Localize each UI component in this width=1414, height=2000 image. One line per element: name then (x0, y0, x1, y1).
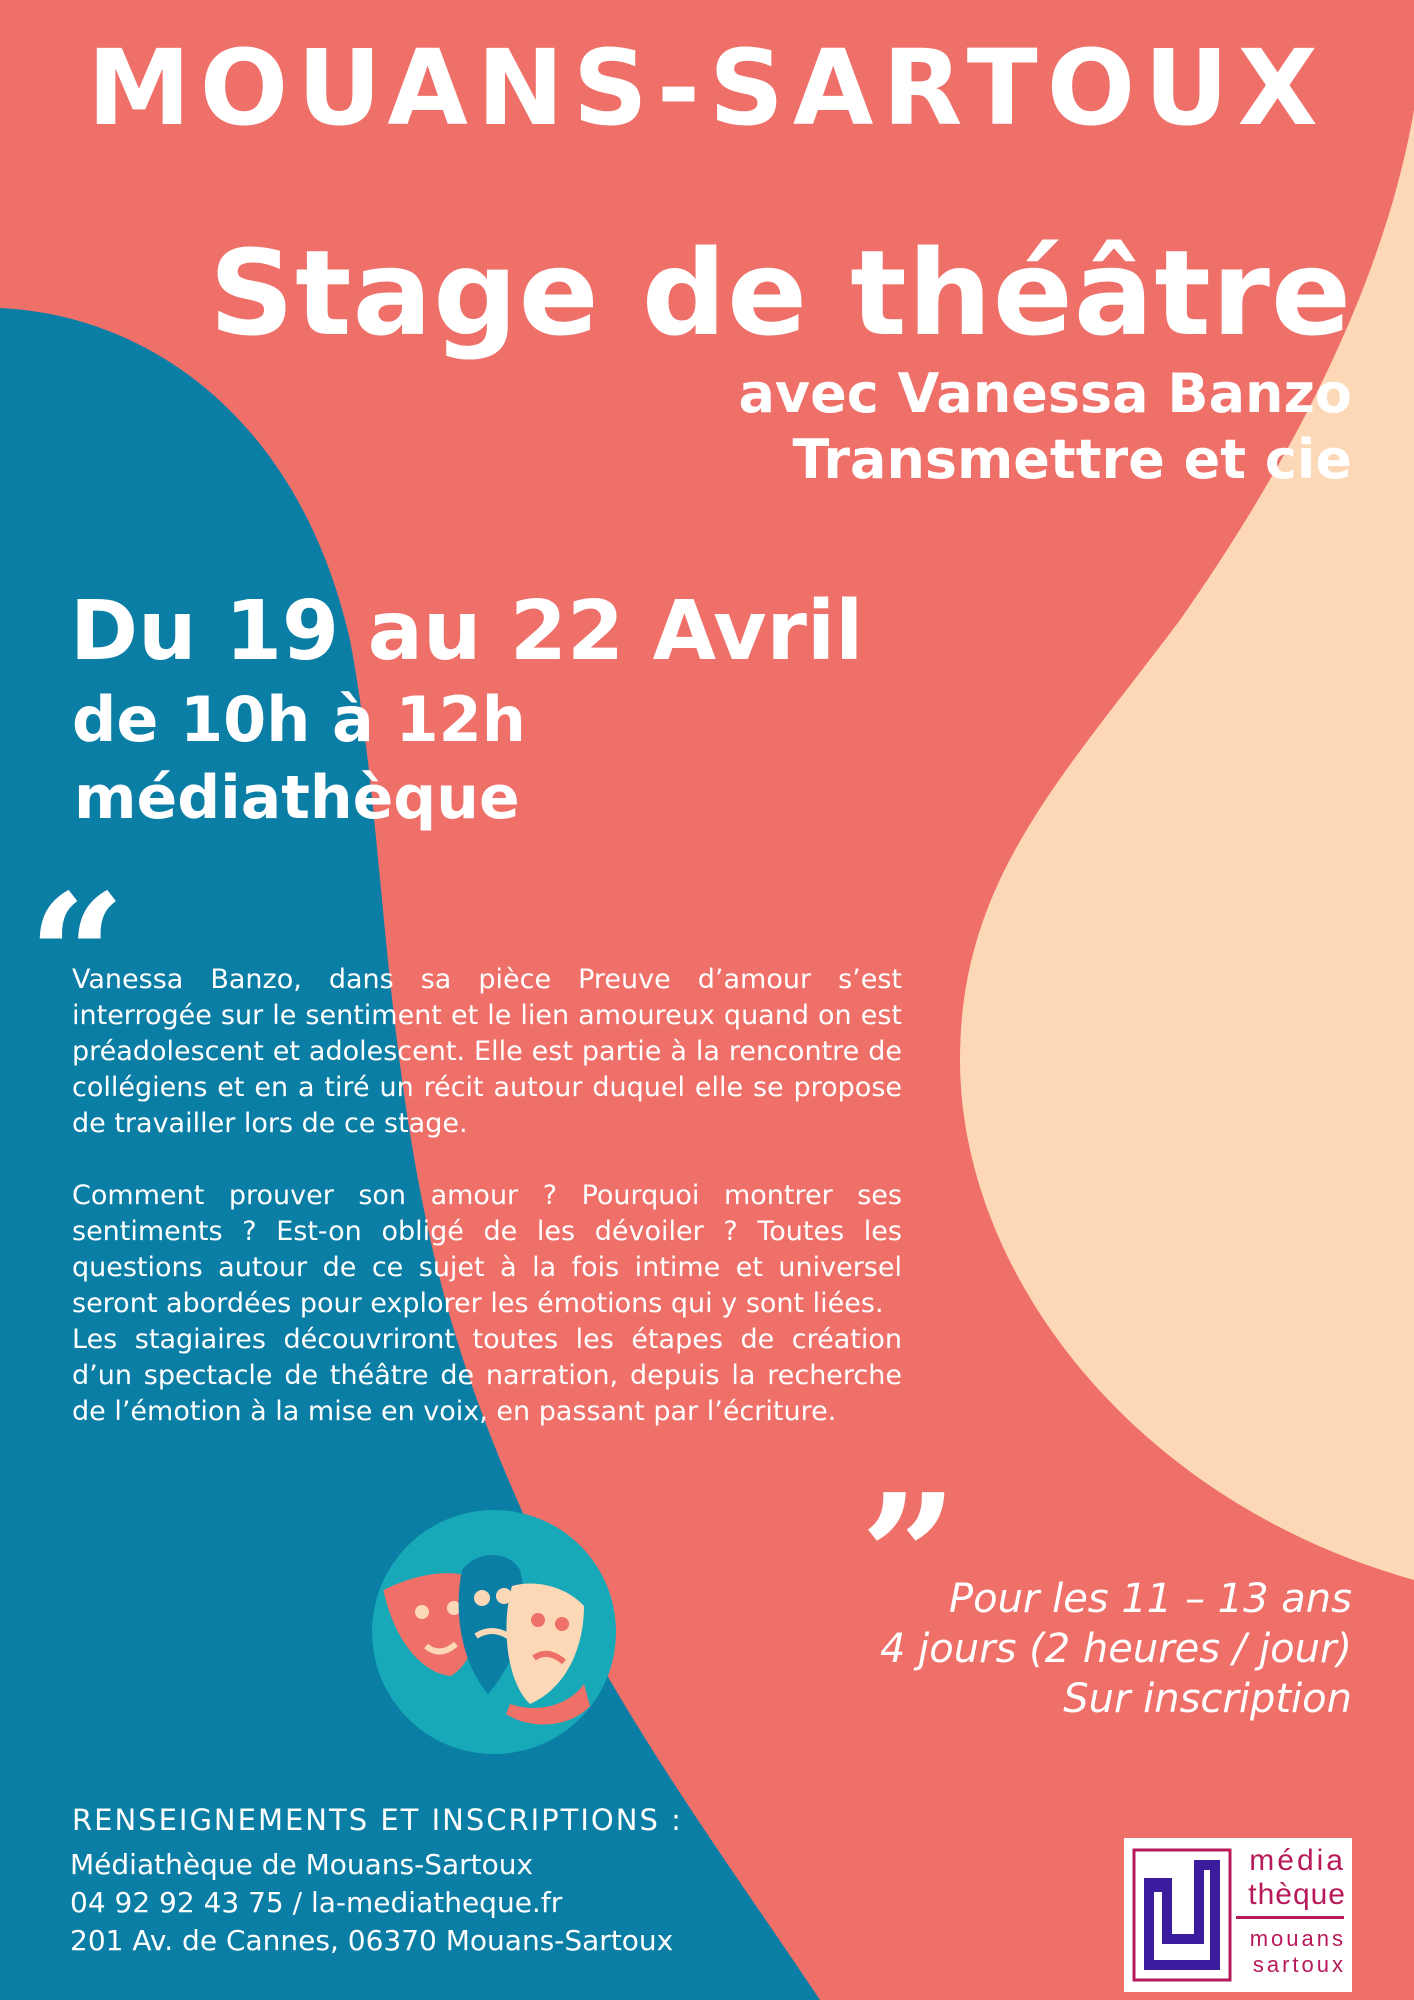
description-paragraph: Les stagiaires découvriront toutes les étapes de création d’un spectacle de théâtre de narration, depuis la recherche de l’émotion à la mise en voix, en passant par l’écriture. (72, 1324, 902, 1427)
close-quote-icon: ” (860, 1457, 958, 1657)
contact-phone-website: 04 92 92 43 75 / la-mediatheque.fr (70, 1886, 563, 1919)
event-location: médiathèque (74, 763, 520, 833)
description-paragraph: Comment prouver son amour ? Pourquoi montrer ses sentiments ? Est-on obligé de les dévoiler ? Toutes les questions autour de ce sujet à la fois intime et universel seront abordées pour explorer les émotions qui y sont liées. (72, 1180, 902, 1319)
description-text (72, 962, 902, 1430)
logo-mark-icon (1132, 1848, 1232, 1982)
mediatheque-logo (1124, 1838, 1352, 1992)
contact-heading: RENSEIGNEMENTS ET INSCRIPTIONS : (72, 1803, 683, 1837)
contact-address: 201 Av. de Cannes, 06370 Mouans-Sartoux (70, 1924, 674, 1957)
logo-text-line3: mouans (1249, 1926, 1346, 1951)
duration: 4 jours (2 heures / jour) (880, 1626, 1352, 1672)
city-name: MOUANS-SARTOUX (87, 27, 1327, 149)
event-subtitle-performer: avec Vanessa Banzo (738, 362, 1352, 425)
age-range: Pour les 11 – 13 ans (948, 1576, 1352, 1622)
logo-text-line4: sartoux (1252, 1952, 1346, 1977)
event-dates: Du 19 au 22 Avril (70, 584, 864, 679)
event-subtitle-company: Transmettre et cie (792, 428, 1352, 491)
logo-text-line2: thèque (1248, 1878, 1346, 1911)
logo-text-line1: média (1249, 1844, 1346, 1877)
contact-name: Médiathèque de Mouans-Sartoux (70, 1848, 534, 1881)
description-paragraph: Vanessa Banzo, dans sa pièce Preuve d’amour s’est interrogée sur le sentiment et le lien amoureux quand on est préadolescent et adolescent. Elle est partie à la rencontre de collégiens et en a tiré un récit autour duquel elle se propose de travailler lors de ce stage. (72, 964, 902, 1139)
event-title: Stage de théâtre (209, 224, 1352, 362)
theater-masks-icon (370, 1508, 618, 1756)
event-hours: de 10h à 12h (72, 683, 526, 756)
registration-note: Sur inscription (1063, 1676, 1352, 1722)
logo-divider (1236, 1916, 1344, 1919)
open-quote-icon: “ (28, 857, 126, 1057)
event-details (880, 1574, 1352, 1724)
